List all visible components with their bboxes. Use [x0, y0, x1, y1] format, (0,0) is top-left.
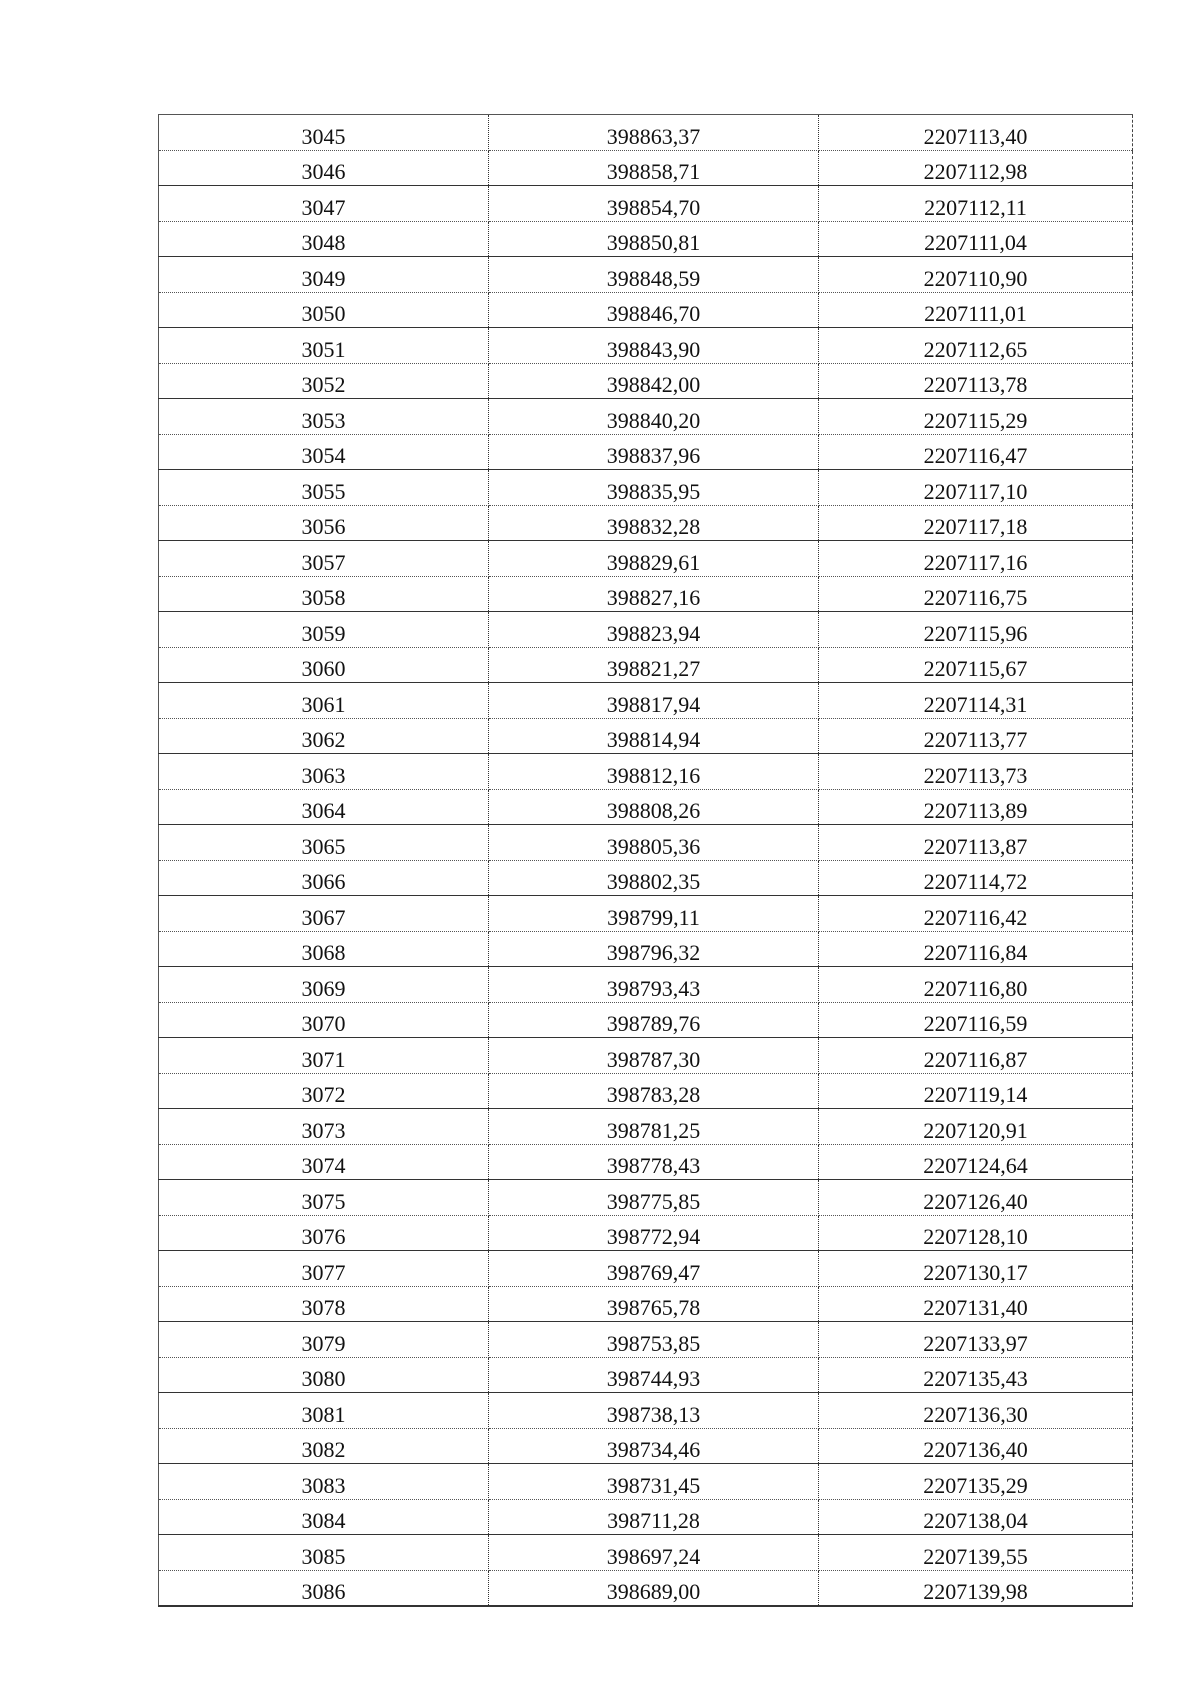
point-number-cell: 3065: [159, 825, 489, 861]
y-coordinate-cell: 2207139,55: [819, 1535, 1133, 1571]
table-row: [159, 825, 1133, 861]
point-number-cell: 3083: [159, 1464, 489, 1500]
y-coordinate-cell: 2207112,65: [819, 328, 1133, 364]
x-coordinate-cell: 398829,61: [489, 541, 819, 577]
x-coordinate-cell: 398772,94: [489, 1215, 819, 1251]
y-coordinate-cell: 2207116,87: [819, 1038, 1133, 1074]
coordinates-table: [158, 114, 1133, 1607]
x-coordinate-cell: 398753,85: [489, 1322, 819, 1358]
y-coordinate-cell: 2207130,17: [819, 1251, 1133, 1287]
point-number-cell: 3053: [159, 399, 489, 435]
y-coordinate-cell: 2207136,30: [819, 1393, 1133, 1429]
table-row: [159, 1464, 1133, 1500]
table-row: [159, 541, 1133, 577]
x-coordinate-cell: 398848,59: [489, 257, 819, 293]
table-row: [159, 1286, 1133, 1322]
y-coordinate-cell: 2207124,64: [819, 1144, 1133, 1180]
point-number-cell: 3084: [159, 1499, 489, 1535]
x-coordinate-cell: 398799,11: [489, 896, 819, 932]
point-number-cell: 3058: [159, 576, 489, 612]
y-coordinate-cell: 2207135,29: [819, 1464, 1133, 1500]
y-coordinate-cell: 2207113,40: [819, 115, 1133, 151]
y-coordinate-cell: 2207120,91: [819, 1109, 1133, 1145]
point-number-cell: 3077: [159, 1251, 489, 1287]
table-row: [159, 115, 1133, 151]
y-coordinate-cell: 2207128,10: [819, 1215, 1133, 1251]
y-coordinate-cell: 2207116,47: [819, 434, 1133, 470]
table-row: [159, 931, 1133, 967]
y-coordinate-cell: 2207117,18: [819, 505, 1133, 541]
x-coordinate-cell: 398812,16: [489, 754, 819, 790]
y-coordinate-cell: 2207117,16: [819, 541, 1133, 577]
table-row: [159, 860, 1133, 896]
y-coordinate-cell: 2207115,29: [819, 399, 1133, 435]
y-coordinate-cell: 2207112,98: [819, 150, 1133, 186]
point-number-cell: 3079: [159, 1322, 489, 1358]
table-row: [159, 1570, 1133, 1606]
x-coordinate-cell: 398814,94: [489, 718, 819, 754]
y-coordinate-cell: 2207116,59: [819, 1002, 1133, 1038]
x-coordinate-cell: 398731,45: [489, 1464, 819, 1500]
y-coordinate-cell: 2207114,72: [819, 860, 1133, 896]
table-row: [159, 1251, 1133, 1287]
x-coordinate-cell: 398843,90: [489, 328, 819, 364]
x-coordinate-cell: 398863,37: [489, 115, 819, 151]
point-number-cell: 3081: [159, 1393, 489, 1429]
table-row: [159, 221, 1133, 257]
table-row: [159, 1109, 1133, 1145]
point-number-cell: 3074: [159, 1144, 489, 1180]
table-row: [159, 505, 1133, 541]
point-number-cell: 3075: [159, 1180, 489, 1216]
table-row: [159, 470, 1133, 506]
point-number-cell: 3068: [159, 931, 489, 967]
table-row: [159, 328, 1133, 364]
y-coordinate-cell: 2207113,77: [819, 718, 1133, 754]
y-coordinate-cell: 2207138,04: [819, 1499, 1133, 1535]
x-coordinate-cell: 398846,70: [489, 292, 819, 328]
y-coordinate-cell: 2207110,90: [819, 257, 1133, 293]
x-coordinate-cell: 398821,27: [489, 647, 819, 683]
point-number-cell: 3071: [159, 1038, 489, 1074]
x-coordinate-cell: 398781,25: [489, 1109, 819, 1145]
x-coordinate-cell: 398744,93: [489, 1357, 819, 1393]
x-coordinate-cell: 398787,30: [489, 1038, 819, 1074]
point-number-cell: 3052: [159, 363, 489, 399]
x-coordinate-cell: 398765,78: [489, 1286, 819, 1322]
y-coordinate-cell: 2207115,67: [819, 647, 1133, 683]
table-row: [159, 612, 1133, 648]
x-coordinate-cell: 398689,00: [489, 1570, 819, 1606]
table-row: [159, 150, 1133, 186]
point-number-cell: 3050: [159, 292, 489, 328]
point-number-cell: 3080: [159, 1357, 489, 1393]
table-row: [159, 1215, 1133, 1251]
table-row: [159, 1499, 1133, 1535]
table-row: [159, 399, 1133, 435]
x-coordinate-cell: 398793,43: [489, 967, 819, 1003]
x-coordinate-cell: 398778,43: [489, 1144, 819, 1180]
x-coordinate-cell: 398858,71: [489, 150, 819, 186]
y-coordinate-cell: 2207112,11: [819, 186, 1133, 222]
point-number-cell: 3056: [159, 505, 489, 541]
table-row: [159, 754, 1133, 790]
table-row: [159, 683, 1133, 719]
y-coordinate-cell: 2207113,78: [819, 363, 1133, 399]
point-number-cell: 3076: [159, 1215, 489, 1251]
point-number-cell: 3078: [159, 1286, 489, 1322]
table-row: [159, 434, 1133, 470]
table-row: [159, 1535, 1133, 1571]
point-number-cell: 3073: [159, 1109, 489, 1145]
table-row: [159, 1180, 1133, 1216]
table-row: [159, 1357, 1133, 1393]
y-coordinate-cell: 2207111,01: [819, 292, 1133, 328]
y-coordinate-cell: 2207116,75: [819, 576, 1133, 612]
table-row: [159, 718, 1133, 754]
x-coordinate-cell: 398850,81: [489, 221, 819, 257]
x-coordinate-cell: 398817,94: [489, 683, 819, 719]
x-coordinate-cell: 398827,16: [489, 576, 819, 612]
point-number-cell: 3066: [159, 860, 489, 896]
y-coordinate-cell: 2207113,87: [819, 825, 1133, 861]
x-coordinate-cell: 398837,96: [489, 434, 819, 470]
table-row: [159, 647, 1133, 683]
point-number-cell: 3072: [159, 1073, 489, 1109]
table-row: [159, 1322, 1133, 1358]
point-number-cell: 3086: [159, 1570, 489, 1606]
x-coordinate-cell: 398842,00: [489, 363, 819, 399]
x-coordinate-cell: 398796,32: [489, 931, 819, 967]
point-number-cell: 3059: [159, 612, 489, 648]
table-row: [159, 1428, 1133, 1464]
y-coordinate-cell: 2207139,98: [819, 1570, 1133, 1606]
y-coordinate-cell: 2207114,31: [819, 683, 1133, 719]
y-coordinate-cell: 2207111,04: [819, 221, 1133, 257]
point-number-cell: 3055: [159, 470, 489, 506]
x-coordinate-cell: 398783,28: [489, 1073, 819, 1109]
point-number-cell: 3082: [159, 1428, 489, 1464]
table-row: [159, 363, 1133, 399]
y-coordinate-cell: 2207116,84: [819, 931, 1133, 967]
y-coordinate-cell: 2207135,43: [819, 1357, 1133, 1393]
y-coordinate-cell: 2207113,73: [819, 754, 1133, 790]
x-coordinate-cell: 398734,46: [489, 1428, 819, 1464]
table-row: [159, 1073, 1133, 1109]
x-coordinate-cell: 398832,28: [489, 505, 819, 541]
point-number-cell: 3061: [159, 683, 489, 719]
table-row: [159, 896, 1133, 932]
table-row: [159, 789, 1133, 825]
y-coordinate-cell: 2207133,97: [819, 1322, 1133, 1358]
point-number-cell: 3051: [159, 328, 489, 364]
y-coordinate-cell: 2207116,42: [819, 896, 1133, 932]
point-number-cell: 3046: [159, 150, 489, 186]
y-coordinate-cell: 2207117,10: [819, 470, 1133, 506]
table-row: [159, 186, 1133, 222]
y-coordinate-cell: 2207115,96: [819, 612, 1133, 648]
x-coordinate-cell: 398775,85: [489, 1180, 819, 1216]
point-number-cell: 3047: [159, 186, 489, 222]
table-row: [159, 1144, 1133, 1180]
y-coordinate-cell: 2207113,89: [819, 789, 1133, 825]
x-coordinate-cell: 398711,28: [489, 1499, 819, 1535]
point-number-cell: 3070: [159, 1002, 489, 1038]
point-number-cell: 3069: [159, 967, 489, 1003]
table-row: [159, 1002, 1133, 1038]
point-number-cell: 3062: [159, 718, 489, 754]
x-coordinate-cell: 398835,95: [489, 470, 819, 506]
table-row: [159, 292, 1133, 328]
point-number-cell: 3054: [159, 434, 489, 470]
table-row: [159, 257, 1133, 293]
x-coordinate-cell: 398854,70: [489, 186, 819, 222]
y-coordinate-cell: 2207131,40: [819, 1286, 1133, 1322]
point-number-cell: 3085: [159, 1535, 489, 1571]
x-coordinate-cell: 398840,20: [489, 399, 819, 435]
y-coordinate-cell: 2207116,80: [819, 967, 1133, 1003]
table-row: [159, 967, 1133, 1003]
x-coordinate-cell: 398808,26: [489, 789, 819, 825]
table-row: [159, 1393, 1133, 1429]
table-row: [159, 1038, 1133, 1074]
point-number-cell: 3063: [159, 754, 489, 790]
point-number-cell: 3064: [159, 789, 489, 825]
x-coordinate-cell: 398738,13: [489, 1393, 819, 1429]
point-number-cell: 3060: [159, 647, 489, 683]
x-coordinate-cell: 398802,35: [489, 860, 819, 896]
x-coordinate-cell: 398823,94: [489, 612, 819, 648]
x-coordinate-cell: 398769,47: [489, 1251, 819, 1287]
x-coordinate-cell: 398789,76: [489, 1002, 819, 1038]
x-coordinate-cell: 398697,24: [489, 1535, 819, 1571]
point-number-cell: 3045: [159, 115, 489, 151]
point-number-cell: 3057: [159, 541, 489, 577]
y-coordinate-cell: 2207119,14: [819, 1073, 1133, 1109]
table-row: [159, 576, 1133, 612]
y-coordinate-cell: 2207136,40: [819, 1428, 1133, 1464]
point-number-cell: 3049: [159, 257, 489, 293]
point-number-cell: 3048: [159, 221, 489, 257]
y-coordinate-cell: 2207126,40: [819, 1180, 1133, 1216]
point-number-cell: 3067: [159, 896, 489, 932]
x-coordinate-cell: 398805,36: [489, 825, 819, 861]
coordinates-table-body: [159, 115, 1133, 1607]
